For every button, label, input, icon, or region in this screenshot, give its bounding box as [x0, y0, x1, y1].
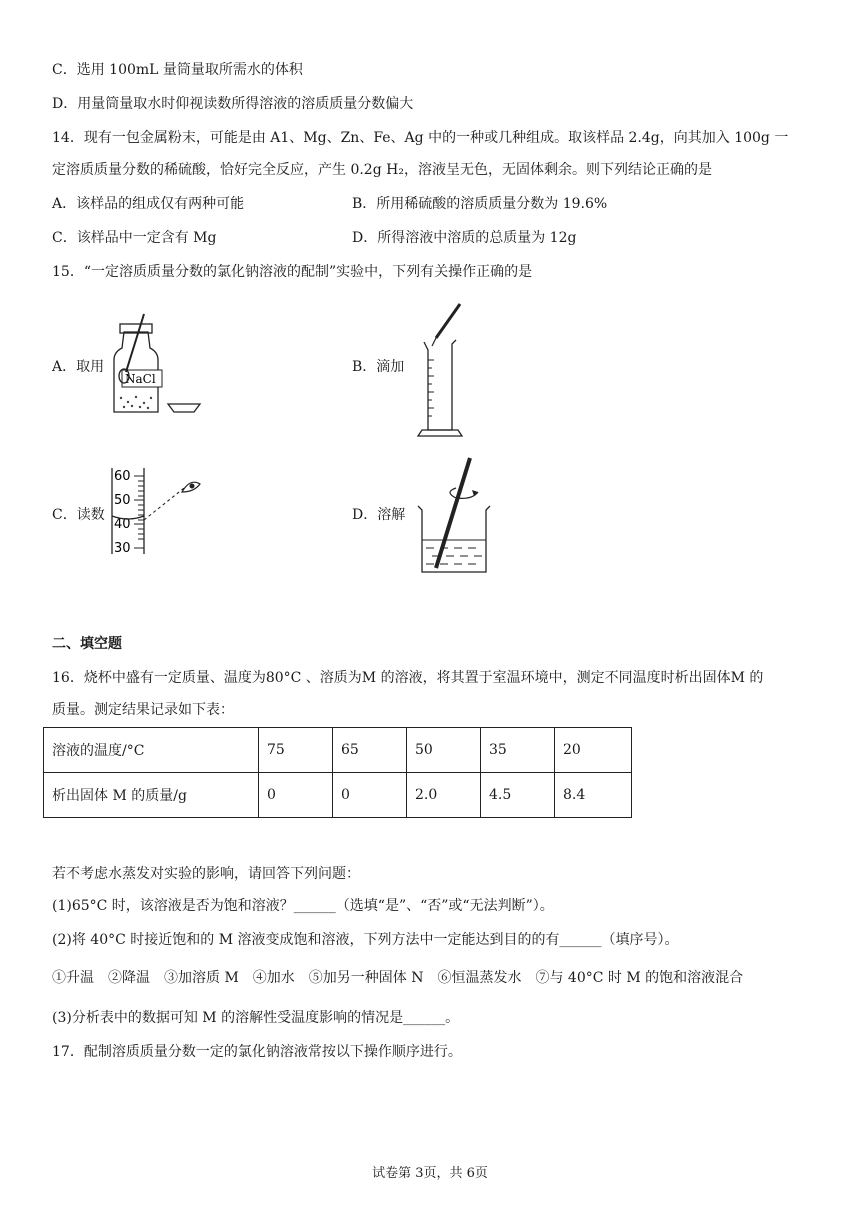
q15-option-b-label: B．滴加 — [352, 359, 405, 375]
table-row — [44, 773, 632, 818]
reagent-bottle-figure — [106, 312, 206, 417]
q17-stem: 17．配制溶质质量分数一定的氯化钠溶液常按以下操作顺序进行。 — [52, 1044, 462, 1060]
page-footer: 试卷第 3页，共 6页 — [372, 1166, 488, 1181]
q13-option-c: C．选用 100mL 量筒量取所需水的体积 — [52, 62, 303, 78]
q16-intro: 若不考虑水蒸发对实验的影响，请回答下列问题： — [52, 866, 360, 882]
tick-60: 60 — [114, 469, 131, 484]
q16-data-table — [43, 727, 632, 818]
q16-stem-line1: 16．烧杯中盛有一定质量、温度为80°C 、溶质为M 的溶液，将其置于室温环境中，测定不同温度时析出固体M 的 — [52, 670, 764, 686]
q14-stem-line1: 14．现有一包金属粉末，可能是由 A1、Mg、Zn、Fe、Ag 中的一种或几种组成。取该样品 2.4g，向其加入 100g 一 — [52, 130, 789, 146]
precipitate-mass-value: 8.4 — [555, 773, 632, 818]
precipitate-mass-value: 4.5 — [481, 773, 555, 818]
q15-option-a-label: A．取用 — [52, 359, 105, 375]
q14-option-b: B．所用稀硫酸的溶质质量分数为 19.6% — [352, 196, 608, 212]
q13-option-d: D．用量筒量取水时仰视读数所得溶液的溶质质量分数偏大 — [52, 96, 414, 112]
precipitate-mass-value: 0 — [259, 773, 333, 818]
q15-option-c-label: C．读数 — [52, 507, 105, 523]
q14-option-a: A．该样品的组成仅有两种可能 — [52, 196, 245, 212]
table-row — [44, 728, 632, 773]
tick-40: 40 — [114, 517, 131, 532]
section2-title: 二、填空题 — [52, 636, 122, 652]
precipitate-mass-value: 2.0 — [407, 773, 481, 818]
q16-stem-line2: 质量。测定结果记录如下表： — [52, 702, 234, 718]
precipitate-mass-header: 析出固体 M 的质量/g — [44, 773, 259, 818]
nacl-label: NaCl — [125, 372, 156, 386]
precipitate-mass-value: 0 — [333, 773, 407, 818]
q14-option-c: C．该样品中一定含有 Mg — [52, 230, 217, 246]
temperature-value: 65 — [333, 728, 407, 773]
q16-methods: ①升温 ②降温 ③加溶质 M ④加水 ⑤加另一种固体 N ⑥恒温蒸发水 ⑦与 40°C 时 M 的饱和溶液混合 — [52, 970, 744, 986]
q16-sub3: (3)分析表中的数据可知 M 的溶解性受温度影响的情况是______。 — [52, 1010, 460, 1026]
q14-option-d: D．所得溶液中溶质的总质量为 12g — [352, 230, 577, 246]
temperature-value: 35 — [481, 728, 555, 773]
q16-sub1: (1)65°C 时，该溶液是否为饱和溶液？______（选填“是”、“否”或“无法判断”）。 — [52, 898, 554, 914]
q15-stem: 15．“一定溶质质量分数的氯化钠溶液的配制”实验中，下列有关操作正确的是 — [52, 264, 533, 280]
temperature-value: 50 — [407, 728, 481, 773]
beaker-stirring-figure — [412, 454, 502, 578]
temperature-value: 75 — [259, 728, 333, 773]
temperature-value: 20 — [555, 728, 632, 773]
tick-30: 30 — [114, 541, 131, 556]
q14-stem-line2: 定溶质质量分数的稀硫酸，恰好完全反应，产生 0.2g H₂，溶液呈无色，无固体剩余。则下列结论正确的是 — [52, 162, 712, 178]
cylinder-reading-figure — [104, 466, 210, 556]
tick-50: 50 — [114, 493, 131, 508]
q16-sub2: (2)将 40°C 时接近饱和的 M 溶液变成饱和溶液，下列方法中一定能达到目的的有______（填序号）。 — [52, 932, 679, 948]
q15-option-d-label: D．溶解 — [352, 507, 406, 523]
temperature-header: 溶液的温度/°C — [44, 728, 259, 773]
graduated-cylinder-dropper-figure — [412, 302, 482, 440]
